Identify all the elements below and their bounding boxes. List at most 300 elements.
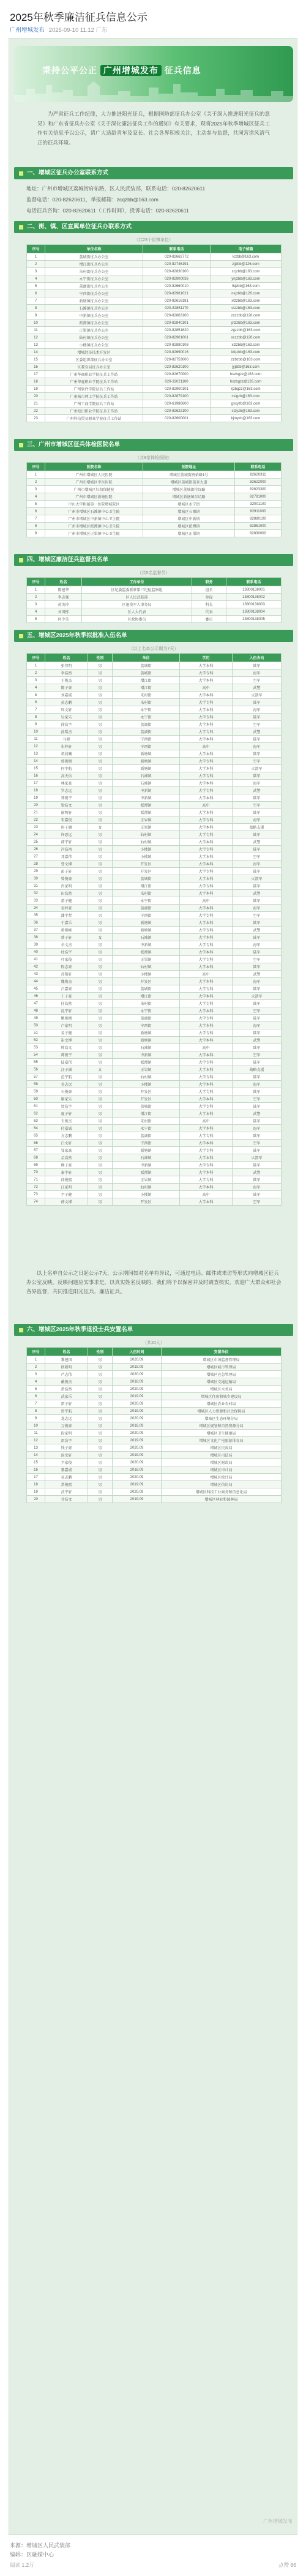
table-cell: 增城区审计局: [162, 1466, 282, 1474]
table-cell: 2: [27, 1364, 45, 1371]
table-cell: 增江街: [113, 1110, 180, 1118]
table-cell: 中新镇: [113, 1162, 180, 1169]
table-cell: 男: [88, 662, 113, 670]
table-cell: 2019.09: [113, 1452, 162, 1459]
table-cell: 付嘉诚: [45, 1125, 88, 1132]
table-cell: hszbgzz@163.com: [211, 371, 282, 378]
table-cell: 陆军: [233, 949, 282, 956]
table-cell: 大学本科: [180, 780, 233, 787]
table-cell: 49: [27, 1015, 45, 1022]
table-cell: 2019.09: [113, 1481, 162, 1488]
table-cell: xczzbb@126.com: [211, 334, 282, 342]
table-cell: 姚俊熙: [45, 1015, 88, 1022]
like-button[interactable]: 点赞 86: [278, 2562, 296, 2568]
table-row: [27, 349, 282, 356]
table-cell: 常浩然: [45, 1386, 88, 1393]
table-cell: 荔城街: [113, 875, 180, 883]
table-cell: 高中: [180, 1118, 233, 1125]
table-cell: 增城区信访局: [162, 1481, 282, 1488]
table-cell: 广州市增城区新塘医院: [45, 493, 143, 501]
table-cell: 男: [88, 1415, 113, 1422]
table-cell: 38: [27, 934, 45, 941]
table-cell: 男: [88, 1029, 113, 1037]
table-cell: cslgzb@163.com: [211, 393, 282, 400]
table-cell: 58: [27, 1081, 45, 1088]
table-row: [27, 809, 282, 816]
table-cell: 乔浩文: [45, 1496, 88, 1503]
table-cell: 冯浩南: [45, 846, 88, 853]
table-cell: 020-82690016: [143, 349, 211, 356]
table-cell: 广州华夏职业学院征兵工作站: [45, 378, 143, 386]
table-cell: 派潭镇: [113, 1059, 180, 1066]
table-cell: 代表: [192, 608, 226, 616]
table-cell: 白文轩: [45, 1140, 88, 1147]
section-5-note: （以上名单公示期为7天）: [129, 647, 179, 651]
table-cell: 中新镇: [113, 941, 180, 949]
table-cell: 高中: [180, 897, 233, 905]
table-cell: 空军: [233, 758, 282, 765]
table-row: [27, 927, 282, 934]
table-cell: 男: [88, 750, 113, 758]
table-row: [27, 1118, 282, 1125]
table-cell: 袁梓豪: [45, 905, 88, 912]
table-header-row: [27, 245, 282, 253]
table-row: [27, 356, 282, 364]
table-cell: 1: [27, 1356, 45, 1364]
table-cell: 广州市增城区中医医院: [45, 479, 143, 486]
table-cell: 李志强: [45, 594, 82, 601]
table-cell: 27: [27, 853, 45, 861]
table-cell: 仙村镇: [113, 1184, 180, 1191]
table-cell: 男: [88, 912, 113, 919]
table-cell: 火箭军: [233, 875, 282, 883]
table-cell: 蔡子轩: [45, 934, 88, 941]
table-row: [27, 736, 282, 743]
column-header: 医院名称: [45, 463, 143, 471]
table-row: [27, 846, 282, 853]
table-cell: 63: [27, 1118, 45, 1125]
table-cell: 郑俊宇: [45, 794, 88, 802]
table-row: [27, 1132, 282, 1140]
table-row: [27, 283, 282, 290]
table-cell: 高天佑: [45, 772, 88, 780]
table-cell: 黄美玲: [45, 601, 82, 608]
table-row: [27, 919, 282, 927]
table-cell: 2020.09: [113, 1356, 162, 1364]
table-row: [27, 342, 282, 349]
source-label: 来源：增城区人民武装部: [10, 2542, 71, 2548]
table-cell: 欧阳明: [45, 1364, 88, 1371]
table-cell: 男: [88, 706, 113, 714]
table-cell: 陆军: [233, 1103, 282, 1110]
table-row: [27, 1415, 282, 1422]
table-cell: 派潭镇: [113, 1169, 180, 1176]
table-row: [27, 1081, 282, 1088]
table-row: [27, 501, 282, 508]
table-cell: 大学专科: [180, 831, 233, 838]
table-cell: 高中: [180, 684, 233, 692]
table-cell: 7: [27, 706, 45, 714]
table-cell: stzzbb@163.com: [211, 305, 282, 312]
table-cell: 020-82616181: [143, 297, 211, 305]
table-row: [27, 415, 282, 422]
table-cell: 10: [27, 728, 45, 736]
table-cell: 增城区永宁街: [143, 501, 235, 508]
table-cell: zgzzbb@163.com: [211, 327, 282, 334]
table-cell: 姜子健: [45, 1029, 88, 1037]
table-cell: 增江街: [113, 684, 180, 692]
table-cell: 大学本科: [180, 721, 233, 728]
table-cell: 海军: [233, 780, 282, 787]
table-cell: 增城区中新镇: [143, 515, 235, 523]
column-header: 序号: [27, 245, 45, 253]
table-cell: 大学本科: [180, 1184, 233, 1191]
table-cell: 2018.09: [113, 1378, 162, 1386]
table-cell: 34: [27, 905, 45, 912]
table-row: [27, 1015, 282, 1022]
table-cell: 男: [88, 1000, 113, 1007]
table-cell: 020-82851170: [143, 305, 211, 312]
table-cell: 谭俊宇: [45, 1051, 88, 1059]
table-cell: 男: [88, 743, 113, 750]
city-skyline-icon: [14, 78, 293, 102]
table-row: [27, 1125, 282, 1132]
table-cell: zcjzbb@163.com: [211, 268, 282, 275]
table-cell: 大学本科: [180, 861, 233, 868]
office-extra: 电话征兵咨询：020-82620611（工作时间），投诉电话：020-82620611: [26, 207, 189, 214]
table-cell: 派潭镇征兵办公室: [45, 319, 143, 327]
bullet-square-icon: [19, 171, 23, 176]
table-cell: 万俊豪: [45, 1422, 88, 1430]
table-cell: 邹家豪: [45, 1147, 88, 1154]
table-cell: 杜浩宇: [45, 949, 88, 956]
table-row: [27, 1356, 282, 1364]
table-cell: 增城区人力资源和社会保障局: [162, 1408, 282, 1415]
table-cell: 派潭镇: [113, 809, 180, 816]
table-cell: 中新镇: [113, 787, 180, 794]
table-cell: 荔城街: [113, 1103, 180, 1110]
table-cell: 陆军: [233, 963, 282, 971]
table-cell: 大学专科: [180, 699, 233, 706]
table-cell: 永宁街: [113, 1007, 180, 1015]
table-header-row: [27, 1348, 282, 1356]
table-cell: 男: [88, 721, 113, 728]
table-cell: 男: [88, 1437, 113, 1444]
table-cell: 增城区林业和园林局: [162, 1496, 282, 1503]
table-cell: 荔湖街: [113, 1132, 180, 1140]
table-cell: 1: [27, 253, 45, 261]
table-cell: 大学本科: [180, 875, 233, 883]
table-cell: 中新镇: [113, 1051, 180, 1059]
table-cell: 海军: [233, 978, 282, 985]
table-cell: 33: [27, 897, 45, 905]
table-cell: 5: [27, 283, 45, 290]
account-link[interactable]: 广州增城发布: [10, 27, 45, 34]
table-cell: lhjzbb@163.com: [211, 283, 282, 290]
table-cell: 男: [88, 758, 113, 765]
table-cell: 陆军: [233, 919, 282, 927]
table-cell: 增城区应急管理局: [162, 1371, 282, 1378]
table-cell: 19: [27, 1488, 45, 1496]
table-cell: 陆军: [233, 1029, 282, 1037]
table-row: [27, 1474, 282, 1481]
bullet-square-icon: [19, 634, 23, 638]
table-cell: 增城区派潭镇: [143, 523, 235, 530]
table-row: [27, 297, 282, 305]
column-header: 序号: [27, 463, 45, 471]
table-cell: 徐浩宇: [45, 721, 88, 728]
table-cell: 020-82830100: [143, 268, 211, 275]
table-cell: 宁西街: [113, 736, 180, 743]
table-row: [27, 371, 282, 378]
table-cell: 男: [88, 1481, 113, 1488]
table-row: [27, 1198, 282, 1206]
table-cell: 吕嘉豪: [45, 985, 88, 993]
table-cell: 37: [27, 927, 45, 934]
table-cell: 2020.09: [113, 1459, 162, 1466]
table-row: [27, 831, 282, 838]
table-cell: 男: [88, 780, 113, 787]
table-cell: 雷子轩: [45, 1400, 88, 1408]
table-cell: 仙村镇征兵办公室: [45, 334, 143, 342]
table-cell: 大学本科: [180, 1110, 233, 1118]
table-cell: 2020.09: [113, 1400, 162, 1408]
table-cell: 020-82662772: [143, 253, 211, 261]
table-cell: 宁西街征兵办公室: [45, 290, 143, 297]
table-cell: 50: [27, 1022, 45, 1029]
table-cell: kfqzbb@163.com: [211, 349, 282, 356]
table-cell: 男: [88, 1044, 113, 1051]
table-cell: 空军: [233, 912, 282, 919]
table-cell: zzbzbb@163.com: [211, 356, 282, 364]
table-cell: 新塘镇: [113, 1029, 180, 1037]
table-cell: 海军: [233, 1081, 282, 1088]
table-cell: 秦宇轩: [45, 1169, 88, 1176]
table-cell: 男: [88, 927, 113, 934]
table-cell: 男: [88, 1356, 113, 1364]
table-row: [27, 787, 282, 794]
table-cell: 区人民武装部: [82, 594, 192, 601]
table-cell: 大学专科: [180, 1029, 233, 1037]
section-6-note: （共20人）: [143, 1341, 165, 1345]
section-3-header: [14, 439, 293, 451]
table-row: [27, 1051, 282, 1059]
table-row: [27, 386, 282, 393]
table-cell: 3: [27, 601, 45, 608]
table-row: [27, 1088, 282, 1096]
table-cell: 火箭军: [233, 692, 282, 699]
table-row: [27, 912, 282, 919]
table-cell: 孙铭杰: [45, 728, 88, 736]
table-cell: kjmyzb@163.com: [211, 415, 282, 422]
table-cell: 荔城街: [113, 662, 180, 670]
table-cell: 大学本科: [180, 824, 233, 831]
table-cell: 020-32021100: [143, 378, 211, 386]
office-phone: 监督电话：020-82620611，举报邮箱：zcqzbb@163.com: [26, 196, 159, 203]
table-row: [27, 1481, 282, 1488]
table-row: [27, 728, 282, 736]
table-cell: xtzzbb@163.com: [211, 297, 282, 305]
table-row: [27, 1408, 282, 1415]
table-row: [27, 1140, 282, 1147]
table-cell: 7: [27, 1400, 45, 1408]
table-cell: 海军: [233, 816, 282, 824]
table-cell: 大学专科: [180, 912, 233, 919]
table-cell: 增城区司法局: [162, 1452, 282, 1459]
table-cell: 大学本科: [180, 949, 233, 956]
table-row: [27, 523, 282, 530]
column-header: 单位名称: [45, 245, 143, 253]
table-cell: 男: [88, 765, 113, 772]
table-cell: 戴俊杰: [45, 1378, 88, 1386]
table-row: [27, 816, 282, 824]
banner-image: [14, 46, 293, 102]
table-cell: 崔文博: [45, 1037, 88, 1044]
table-cell: 28: [27, 861, 45, 868]
table-cell: xlzzbb@163.com: [211, 342, 282, 349]
table-cell: 大学专科: [180, 1059, 233, 1066]
table-cell: 6: [27, 1393, 45, 1400]
table-cell: 男: [88, 890, 113, 897]
table-row: [27, 393, 282, 400]
column-header: 医院地址: [143, 463, 235, 471]
table-cell: 荔城街征兵办公室: [45, 253, 143, 261]
table-cell: 朱村街征兵办公室: [45, 268, 143, 275]
table-row: [27, 1110, 282, 1118]
table-cell: 苏铭轩: [45, 971, 88, 978]
table-cell: 82620311: [235, 471, 282, 479]
table-row: [27, 963, 282, 971]
table-cell: 9: [27, 530, 45, 537]
table-cell: 13800138002: [226, 594, 282, 601]
table-cell: 黎建国: [45, 1356, 88, 1364]
table-cell: 大学本科: [180, 1022, 233, 1029]
section-4-title: 四、增城区廉洁征兵监督员名单: [27, 556, 109, 563]
table-cell: 空军: [233, 1198, 282, 1206]
table-cell: 59: [27, 1088, 45, 1096]
table-row: [27, 934, 282, 941]
table-cell: 武宇轩: [45, 1488, 88, 1496]
section-2-header: [14, 221, 293, 233]
table-cell: 男: [88, 978, 113, 985]
table-cell: 男: [88, 809, 113, 816]
table-cell: 增城区财政局: [162, 1459, 282, 1466]
table-row: [27, 802, 282, 809]
table-cell: 宁西街: [113, 743, 180, 750]
table-cell: 增城区交通运输局: [162, 1378, 282, 1386]
table-row: [27, 838, 282, 846]
read-count: 阅读 1.2万: [10, 2562, 34, 2568]
table-cell: 何少英: [45, 616, 82, 623]
table-cell: 11: [27, 327, 45, 334]
table-cell: 余文杰: [45, 941, 88, 949]
table-cell: 男: [88, 1378, 113, 1386]
table-cell: 男: [88, 949, 113, 956]
table-cell: 2019.09: [113, 1364, 162, 1371]
table-cell: 男: [88, 1169, 113, 1176]
stats-row: [10, 2561, 296, 2569]
table-cell: 陆军: [233, 883, 282, 890]
table-cell: 男: [88, 1430, 113, 1437]
table-cell: 永宁街: [113, 897, 180, 905]
table-row: [27, 408, 282, 415]
table-cell: 刘嘉诚: [45, 692, 88, 699]
table-cell: 男: [88, 985, 113, 993]
table-row: [27, 750, 282, 758]
table-cell: 正果镇: [113, 824, 180, 831]
section-2-title: 二、街、镇、区直属单位征兵办联系方式: [27, 223, 132, 230]
table-row: [27, 1466, 282, 1474]
table-cell: 宋嘉俊: [45, 816, 88, 824]
table-cell: 9: [27, 721, 45, 728]
table-row: [27, 378, 282, 386]
table-cell: 区退役军人事务局: [82, 601, 192, 608]
table-row: [27, 1059, 282, 1066]
table-cell: 男: [88, 1474, 113, 1481]
table-cell: 2020.09: [113, 1474, 162, 1481]
table-cell: 张伟明: [45, 662, 88, 670]
section-3-title: 三、广州市增城区征兵体检医院名单: [27, 441, 121, 448]
table-cell: 7: [27, 297, 45, 305]
table-cell: 大学本科: [180, 677, 233, 684]
table-cell: 6: [27, 699, 45, 706]
table-cell: 22: [27, 408, 45, 415]
table-cell: 陆军: [233, 1088, 282, 1096]
table-cell: 男: [88, 1103, 113, 1110]
table-cell: 方志鹏: [45, 1132, 88, 1140]
table-cell: 马骏: [45, 736, 88, 743]
table-cell: 16: [27, 1466, 45, 1474]
supervisor-table: [26, 577, 282, 623]
table-cell: 17: [27, 371, 45, 378]
editor-label: 编辑：区融媒中心: [10, 2552, 54, 2558]
table-cell: 陆军: [233, 1015, 282, 1022]
table-cell: 男: [88, 1118, 113, 1125]
table-cell: jyjzbb@163.com: [211, 364, 282, 371]
table-cell: 8: [27, 523, 45, 530]
table-cell: 大学专科: [180, 985, 233, 993]
hospital-table: [26, 462, 282, 537]
table-row: [27, 743, 282, 750]
table-cell: 12: [27, 743, 45, 750]
table-cell: 大学专科: [180, 941, 233, 949]
table-cell: 邱俊熙: [45, 1176, 88, 1184]
table-cell: 大学专科: [180, 787, 233, 794]
banner-highlight: 广州增城发布: [100, 65, 162, 76]
column-header: 学历: [180, 654, 233, 662]
table-cell: 46: [27, 993, 45, 1000]
table-row: [27, 883, 282, 890]
column-header: 工作单位: [82, 578, 192, 586]
table-cell: 程志豪: [45, 963, 88, 971]
table-cell: 2020.09: [113, 1488, 162, 1496]
table-row: [27, 290, 282, 297]
table-cell: 荔城街: [113, 670, 180, 677]
table-cell: 战略支援: [233, 1066, 282, 1073]
table-cell: 开发区: [113, 861, 180, 868]
table-cell: rjzbgzz@163.com: [211, 386, 282, 393]
table-cell: 陆军: [233, 794, 282, 802]
table-cell: 刘国栋: [45, 608, 82, 616]
table-cell: 增城区城市管理局: [162, 1364, 282, 1371]
table-cell: 陆军: [233, 809, 282, 816]
table-cell: 4: [27, 493, 45, 501]
table-row: [27, 515, 282, 523]
table-row: [27, 670, 282, 677]
table-row: [27, 699, 282, 706]
table-cell: 大学本科: [180, 978, 233, 985]
table-cell: 广州科技贸易职业学院征兵工作站: [45, 415, 143, 422]
